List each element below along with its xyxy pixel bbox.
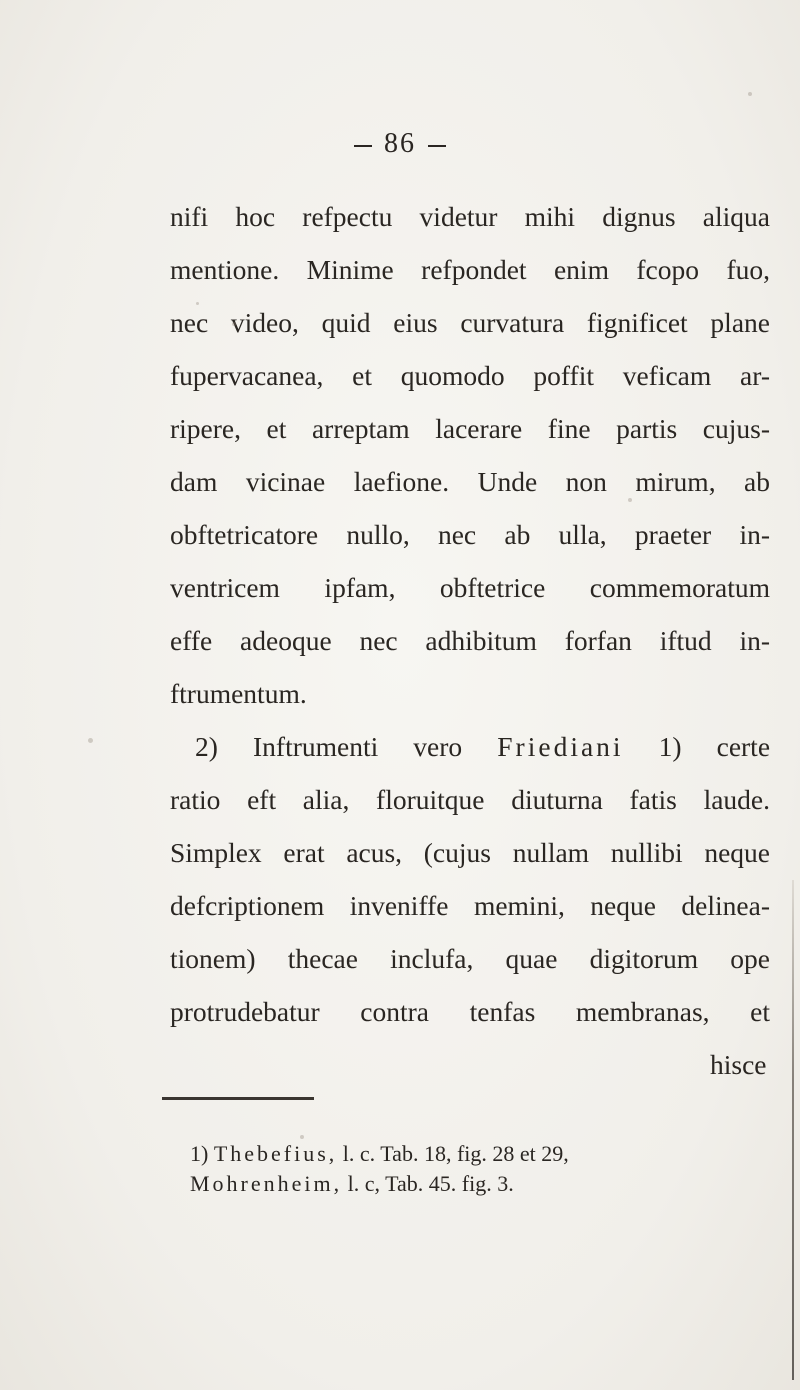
text-line: ripere, et arreptam lacerare fine partis cujus- xyxy=(170,413,770,444)
text-line: ratio eft alia, floruitque diuturna fatis laude. xyxy=(170,784,770,815)
text-line: defcriptionem inveniffe memini, neque delinea- xyxy=(170,890,770,921)
footnote-line-1 xyxy=(190,1140,800,1168)
paper-speck xyxy=(232,322,236,326)
paper-speck xyxy=(748,92,752,96)
paragraph-number: 2) xyxy=(195,731,218,762)
footnote-author: Mohrenheim, xyxy=(190,1171,343,1196)
footnote-reference: l. c. Tab. 18, fig. 28 et 29, xyxy=(342,1141,569,1166)
page-header xyxy=(0,128,800,160)
text-line: obftetricatore nullo, nec ab ulla, praeter in- xyxy=(170,519,770,550)
footnote-ref: 1) certe xyxy=(658,731,771,762)
header-dash-left xyxy=(354,145,372,147)
text-line: ventricem ipfam, obftetrice commemoratum xyxy=(170,572,770,603)
page-edge-shadow xyxy=(792,880,794,1380)
text-line: nec video, quid eius curvatura fignificet plane xyxy=(170,307,770,338)
paper-speck xyxy=(88,738,93,743)
text-line: protrudebatur contra tenfas membranas, et xyxy=(170,996,770,1027)
text-line: tionem) thecae inclufa, quae digitorum ope xyxy=(170,943,770,974)
text-line: effe adeoque nec adhibitum forfan iftud in- xyxy=(170,625,770,656)
paragraph-2-first-line xyxy=(195,727,770,767)
text-line: mentione. Minime refpondet enim fcopo fuo, xyxy=(170,254,770,285)
page-number: 86 xyxy=(384,128,416,159)
paragraph-lead: Inftrumenti vero xyxy=(253,731,463,762)
paper-speck xyxy=(300,1135,304,1139)
text-line: fupervacanea, et quomodo poffit veficam ar- xyxy=(170,360,770,391)
text-line: nifi hoc refpectu videtur mihi dignus aliqua xyxy=(170,201,770,232)
footnote-line-2 xyxy=(190,1170,800,1198)
footnote-rule xyxy=(162,1097,314,1100)
author-name: Friediani xyxy=(497,731,624,762)
text-line: dam vicinae laefione. Unde non mirum, ab xyxy=(170,466,770,497)
text-line: Simplex erat acus, (cujus nullam nullibi neque xyxy=(170,837,770,868)
text-line: ftrumentum. xyxy=(170,678,307,709)
paper-speck xyxy=(196,302,199,305)
footnote-author: Thebefius, xyxy=(213,1141,338,1166)
footnote-reference: l. c, Tab. 45. fig. 3. xyxy=(347,1171,514,1196)
header-dash-right xyxy=(428,145,446,147)
paper-speck xyxy=(628,498,632,502)
catchword: hisce xyxy=(710,1049,767,1080)
footnote-marker: 1) xyxy=(190,1141,209,1166)
